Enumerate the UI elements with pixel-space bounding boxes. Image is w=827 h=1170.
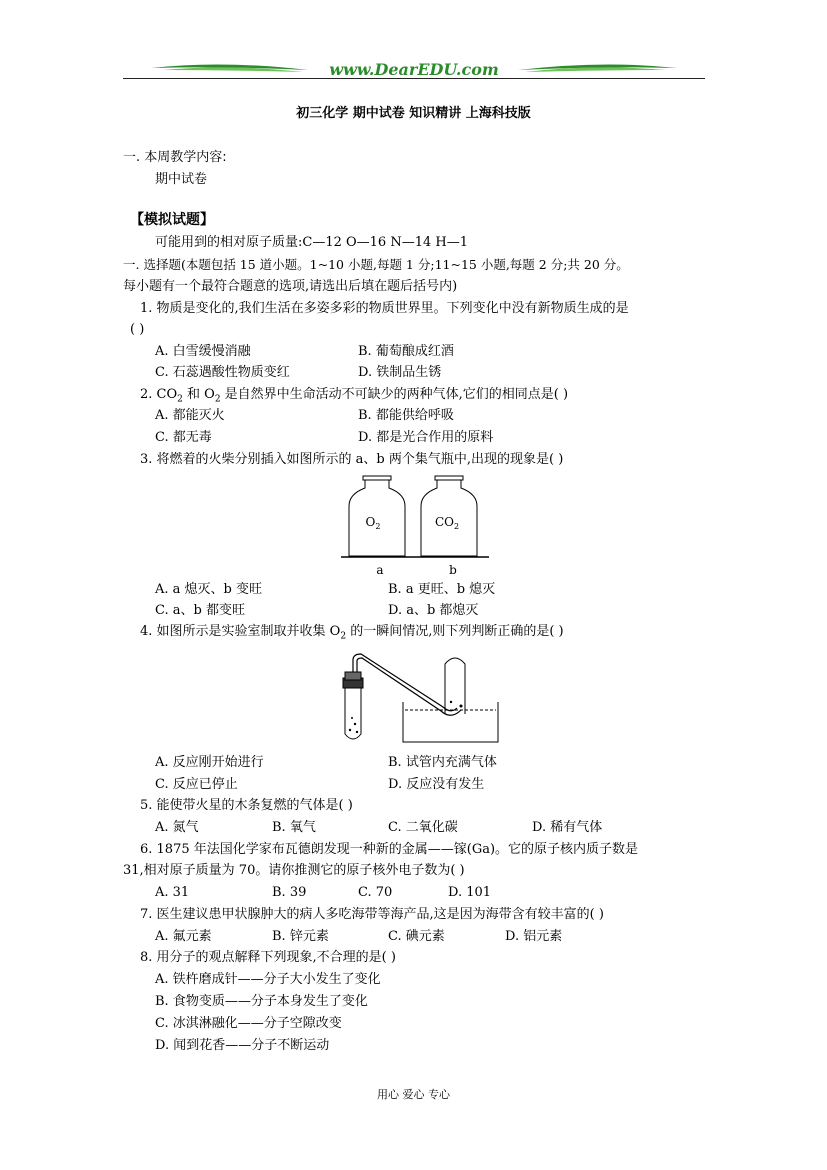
part1-heading: 一. 选择题(本题包括 15 道小题。1~10 小题,每题 1 分;11~15 小题,每题 2 分;共 20 分。	[123, 257, 629, 272]
caption-b: b	[449, 563, 457, 577]
q5-option-a: A. 氮气	[155, 820, 199, 835]
q4-option-b: B. 试管内充满气体	[388, 755, 497, 770]
q1-stem-cont: ( )	[130, 322, 145, 337]
caption-a: a	[376, 563, 384, 577]
q7-option-a: A. 氟元素	[155, 929, 212, 944]
q2-option-b: B. 都能供给呼吸	[358, 408, 454, 423]
header-divider	[123, 78, 705, 79]
q1-option-b: B. 葡萄酿成红酒	[358, 344, 454, 359]
header-banner	[123, 56, 705, 84]
q4-stem: 4. 如图所示是实验室制取并收集 $O_2$ 的一瞬间情况,则下列判断正确的是( )	[140, 624, 564, 642]
q5-stem: 5. 能使带火星的木条复燃的气体是( )	[140, 798, 353, 813]
q5-option-c: C. 二氧化碳	[388, 820, 458, 835]
q3-option-c: C. a、b 都变旺	[155, 603, 245, 618]
q4-option-d: D. 反应没有发生	[388, 777, 485, 792]
q1-option-d: D. 铁制品生锈	[358, 365, 442, 380]
q8-option-d: D. 闻到花香——分子不断运动	[155, 1038, 330, 1053]
q2-option-d: D. 都是光合作用的原料	[358, 430, 494, 445]
q7-option-d: D. 铝元素	[505, 929, 563, 944]
page-footer: 用心 爱心 专心	[377, 1088, 450, 1101]
q2-option-a: A. 都能灭火	[155, 408, 225, 423]
water-trough	[403, 702, 498, 742]
q7-option-c: C. 碘元素	[388, 929, 445, 944]
site-url: www.DearEDU.com	[329, 60, 499, 79]
q6-option-a: A. 31	[155, 885, 190, 900]
q6-option-b: B. 39	[272, 885, 307, 900]
q6-option-c: C. 70	[358, 885, 393, 900]
section1-content: 期中试卷	[155, 172, 208, 187]
q4-option-c: C. 反应已停止	[155, 777, 238, 792]
q2-stem: 2. $CO_2$ 和 $O_2$ 是自然界中生命活动不可缺少的两种气体,它们的相同点是( )	[140, 387, 569, 405]
q4-figure	[333, 652, 508, 751]
atomic-masses: 可能用到的相对原子质量:C—12 O—16 N—14 H—1	[155, 235, 468, 250]
q4-option-a: A. 反应刚开始进行	[155, 755, 264, 770]
q2-option-c: C. 都无毒	[155, 430, 212, 445]
q7-option-b: B. 锌元素	[272, 929, 329, 944]
q3-option-a: A. a 熄灭、b 变旺	[155, 582, 262, 597]
q5-option-b: B. 氧气	[272, 820, 316, 835]
site-logo	[123, 56, 705, 84]
bottle-b-label: $CO_2$	[434, 515, 460, 531]
q1-stem: 1. 物质是变化的,我们生活在多姿多彩的物质世界里。下列变化中没有新物质生成的是	[140, 301, 629, 316]
q8-option-c: C. 冰淇淋融化——分子空隙改变	[155, 1016, 342, 1031]
q8-stem: 8. 用分子的观点解释下列现象,不合理的是( )	[140, 950, 396, 965]
section1-heading: 一. 本周教学内容:	[123, 150, 227, 165]
q6-stem: 6. 1875 年法国化学家布瓦德朗发现一种新的金属——镓(Ga)。它的原子核内质子数是	[140, 842, 639, 857]
q6-stem-cont: 31,相对原子质量为 70。请你推测它的原子核外电子数为( )	[123, 863, 465, 878]
bottle-a-label: $O_2$	[365, 515, 381, 531]
test-tube	[345, 682, 361, 739]
q7-stem: 7. 医生建议患甲状腺肿大的病人多吃海带等海产品,这是因为海带含有较丰富的( )	[140, 907, 604, 922]
q3-option-d: D. a、b 都熄灭	[388, 603, 479, 618]
q3-option-b: B. a 更旺、b 熄灭	[388, 582, 496, 597]
q8-option-b: B. 食物变质——分子本身发生了变化	[155, 994, 368, 1009]
q6-option-d: D. 101	[448, 885, 492, 900]
q8-option-a: A. 铁杵磨成针——分子大小发生了变化	[155, 972, 381, 987]
q3-stem: 3. 将燃着的火柴分别插入如图所示的 a、b 两个集气瓶中,出现的现象是( )	[140, 452, 564, 467]
page-title: 初三化学 期中试卷 知识精讲 上海科技版	[296, 106, 531, 121]
bottle-a	[349, 478, 405, 556]
q5-option-d: D. 稀有气体	[532, 820, 603, 835]
part1-heading-cont: 每小题有一个最符合题意的选项,请选出后填在题后括号内)	[123, 279, 458, 294]
q1-option-a: A. 白雪缓慢消融	[155, 344, 251, 359]
q3-figure	[335, 472, 495, 584]
q1-option-c: C. 石蕊遇酸性物质变红	[155, 365, 290, 380]
sim-heading: 【模拟试题】	[130, 212, 214, 228]
